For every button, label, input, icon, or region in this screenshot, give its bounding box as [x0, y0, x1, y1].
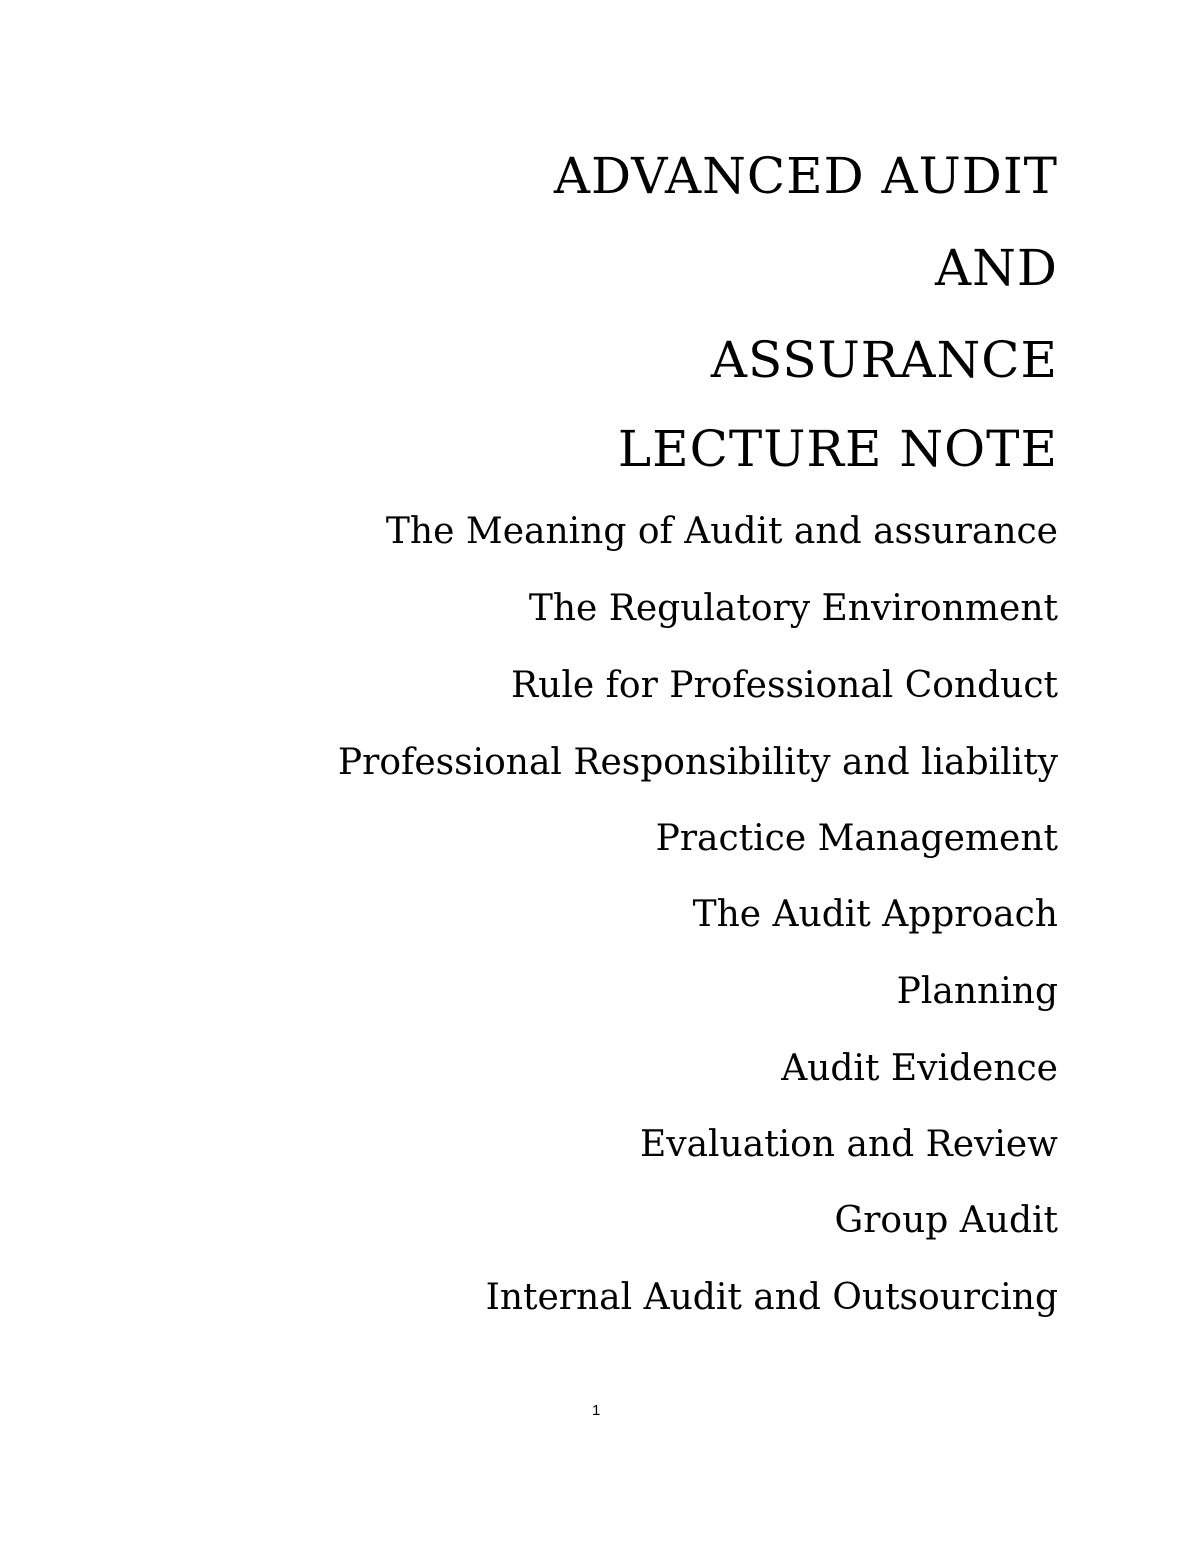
page-number: 1: [592, 1402, 601, 1419]
topic-item: Evaluation and Review: [639, 1124, 1058, 1165]
topic-item: The Regulatory Environment: [528, 588, 1058, 629]
title-line-4: LECTURE NOTE: [617, 420, 1058, 478]
topic-item: Professional Responsibility and liability: [337, 742, 1058, 783]
topic-item: Group Audit: [834, 1200, 1058, 1241]
title-line-3: ASSURANCE: [710, 331, 1058, 389]
topic-item: Planning: [896, 971, 1058, 1012]
topic-item: The Audit Approach: [692, 894, 1058, 935]
topic-item: Practice Management: [655, 818, 1058, 859]
topic-item: Audit Evidence: [781, 1048, 1058, 1089]
title-line-2: AND: [935, 239, 1058, 297]
title-line-1: ADVANCED AUDIT: [553, 147, 1058, 205]
topic-item: Internal Audit and Outsourcing: [485, 1277, 1058, 1318]
topic-item: Rule for Professional Conduct: [511, 665, 1058, 706]
topic-item: The Meaning of Audit and assurance: [385, 511, 1058, 552]
